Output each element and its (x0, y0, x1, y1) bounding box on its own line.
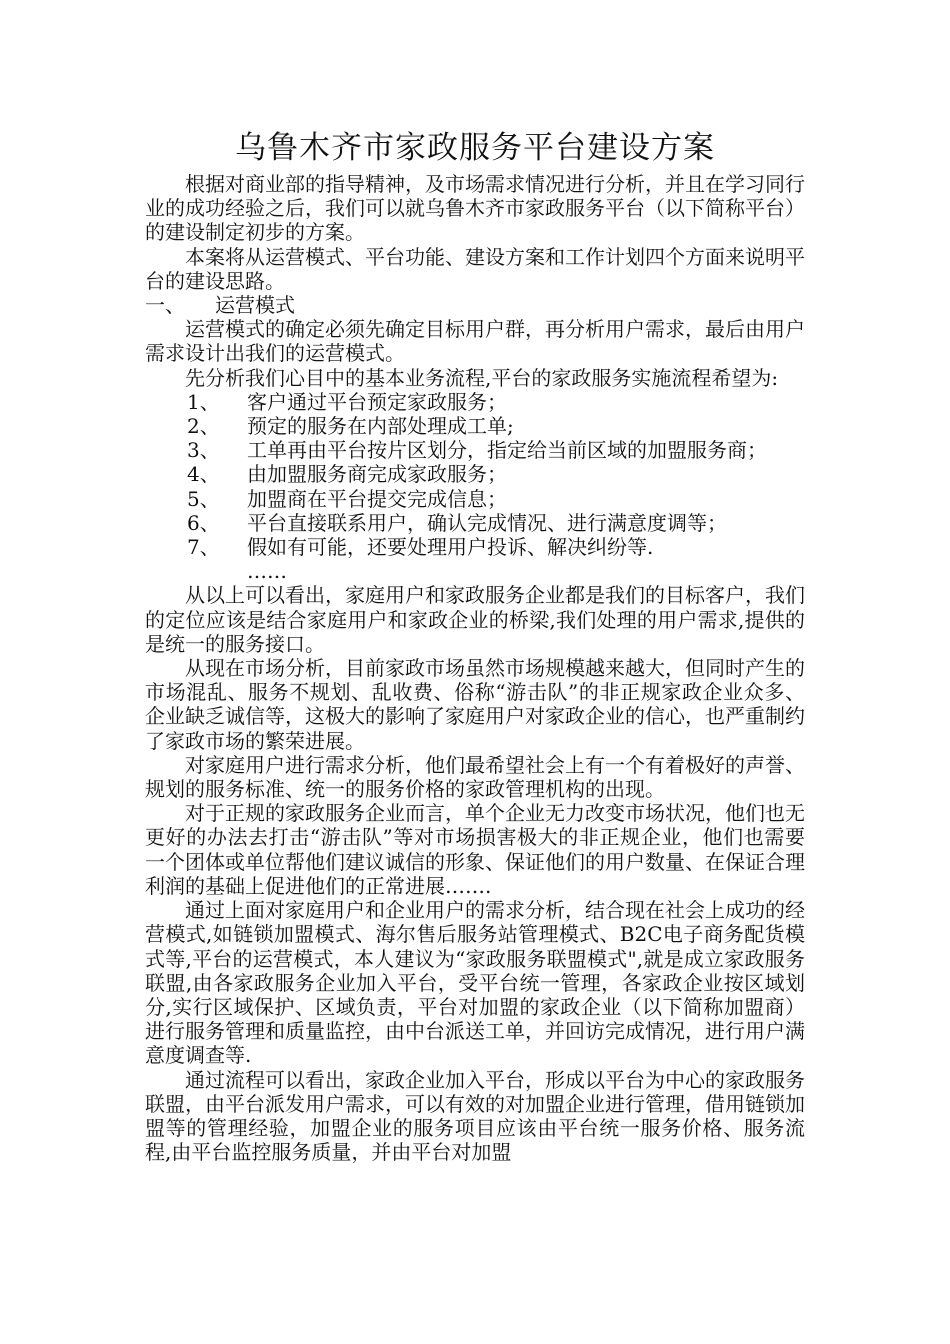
body-paragraph: 先分析我们心目中的基本业务流程,平台的家政服务实施流程希望为: (185, 365, 779, 390)
document-page (145, 124, 805, 1164)
section-number: 一、 (145, 293, 185, 318)
section-heading (145, 293, 805, 317)
intro-paragraph: 根据对商业部的指导精神，及市场需求情况进行分析，并且在学习同行业的成功经验之后，我们可以就乌鲁木齐市家政服务平台（以下简称平台）的建设制定初步的方案。 (145, 172, 805, 245)
process-step (145, 535, 805, 559)
step-text: 由加盟服务商完成家政服务； (247, 462, 507, 487)
body-paragraph: 运营模式的确定必须先确定目标用户群，再分析用户需求，最后由用户需求设计出我们的运营模式。 (145, 317, 805, 366)
step-number: 4、 (187, 462, 220, 487)
step-number: 6、 (187, 510, 220, 535)
process-step (145, 414, 805, 438)
body-paragraph: 对家庭用户进行需求分析，他们最希望社会上有一个有着极好的声誉、规划的服务标准、统一的服务价格的家政管理机构的出现。 (145, 752, 805, 802)
list-ellipsis: …… (247, 559, 287, 584)
process-step-list (145, 390, 805, 559)
step-number: 2、 (187, 414, 220, 439)
step-text: 平台直接联系用户，确认完成情况、进行满意度调等； (247, 510, 727, 535)
section-title: 运营模式 (215, 293, 295, 318)
step-number: 3、 (187, 438, 220, 463)
process-step (145, 438, 805, 462)
intro-paragraph: 本案将从运营模式、平台功能、建设方案和工作计划四个方面来说明平台的建设思路。 (145, 244, 805, 293)
step-number: 5、 (187, 486, 220, 511)
process-step (145, 462, 805, 486)
step-text: 工单再由平台按片区划分，指定给当前区域的加盟服务商； (247, 438, 767, 463)
body-paragraph: 通过上面对家庭用户和企业用户的需求分析，结合现在社会上成功的经营模式,如链锁加盟模式、海尔售后服务站管理模式、B2C电子商务配货模式等,平台的运营模式，本人建议为“家政服务联盟模式",就是成立家政服务联盟,由各家政服务企业加入平台，受平台统一管理，各家政企业按区域划分,实行区域保护、区域负责，平台对加盟的家政企业（以下简称加盟商）进行服务管理和质量监控，由中台派送工单，并回访完成情况，进行用户满意度调查等. (145, 898, 805, 1068)
step-number: 1、 (187, 389, 220, 414)
step-number: 7、 (187, 535, 220, 560)
step-text: 客户通过平台预定家政服务； (247, 389, 507, 414)
body-paragraph: 对于正规的家政服务企业而言，单个企业无力改变市场状况，他们也无更好的办法去打击“游击队”等对市场损害极大的非正规企业，他们也需要一个团体或单位帮他们建议诚信的形象、保证他们的用户数量、在保证合理利润的基础上促进他们的正常进展……. (145, 801, 805, 898)
process-step (145, 390, 805, 414)
step-text: 假如有可能，还要处理用户投诉、解决纠纷等. (247, 535, 654, 560)
step-text: 加盟商在平台提交完成信息； (247, 486, 507, 511)
body-paragraph: 从以上可以看出，家庭用户和家政服务企业都是我们的目标客户，我们的定位应该是结合家庭用户和家政企业的桥梁,我们处理的用户需求,提供的是统一的服务接口。 (145, 583, 805, 656)
step-text: 预定的服务在内部处理成工单; (247, 414, 514, 439)
process-step (145, 511, 805, 535)
process-step (145, 487, 805, 511)
body-paragraph: 从现在市场分析，目前家政市场虽然市场规模越来越大，但同时产生的市场混乱、服务不规划、乱收费、俗称“游击队”的非正规家政企业众多、企业缺乏诚信等，这极大的影响了家庭用户对家政企业的信心，也严重制约了家政市场的繁荣进展。 (145, 656, 805, 753)
document-title: 乌鲁木齐市家政服务平台建设方案 (235, 130, 715, 166)
body-paragraph: 通过流程可以看出，家政企业加入平台，形成以平台为中心的家政服务联盟，由平台派发用户需求，可以有效的对加盟企业进行管理，借用链锁加盟等的管理经验，加盟企业的服务项目应该由平台统一服务价格、服务流程,由平台监控服务质量，并由平台对加盟 (145, 1067, 805, 1165)
